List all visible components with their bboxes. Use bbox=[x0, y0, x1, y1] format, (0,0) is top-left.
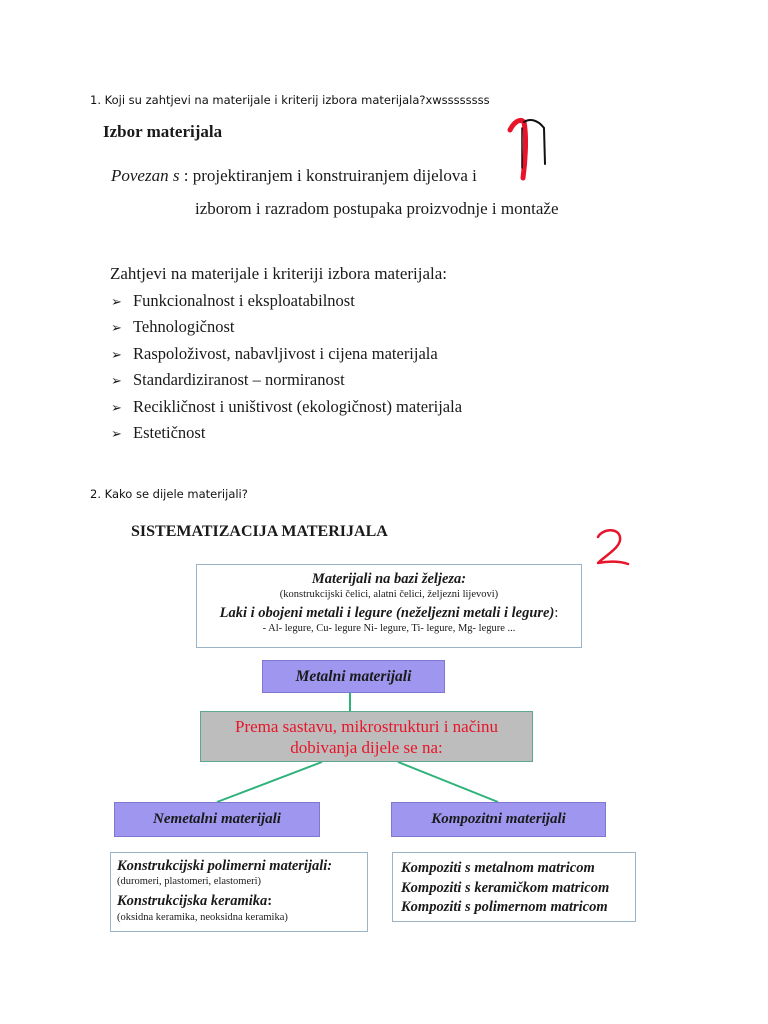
arrow-bullet-icon: ➢ bbox=[111, 400, 122, 416]
question-2: 2. Kako se dijele materijali? bbox=[90, 487, 248, 501]
section-title-sistematizacija: SISTEMATIZACIJA MATERIJALA bbox=[131, 523, 388, 540]
nonmetal-details-box bbox=[110, 852, 368, 932]
nonferrous-title-line bbox=[197, 604, 581, 623]
criteria-line-1: Prema sastavu, mikrostrukturi i načinu bbox=[235, 716, 498, 736]
nonferrous-title: Laki i obojeni metali i legure (neželjezni metali i legure) bbox=[219, 605, 555, 621]
connector-gray-to-kompozit bbox=[398, 762, 498, 802]
arrow-bullet-icon: ➢ bbox=[111, 295, 122, 310]
nonferrous-colon: : bbox=[554, 605, 559, 621]
arrow-bullet-icon: ➢ bbox=[111, 347, 122, 363]
list-item: ➢ Standardiziranost – normiranost bbox=[111, 367, 462, 393]
ceramic-title: Konstrukcijska keramika bbox=[117, 893, 268, 909]
ceramic-title-line bbox=[117, 891, 361, 912]
ferrous-title: Materijali na bazi željeza: bbox=[311, 571, 467, 587]
povezan-text-1: projektiranjem i konstruiranjem dijelova i bbox=[192, 166, 477, 185]
povezan-separator: : bbox=[179, 166, 193, 185]
metal-materials-box: Metalni materijali bbox=[262, 660, 445, 693]
composite-materials-box: Kompozitni materijali bbox=[391, 802, 606, 837]
arrow-bullet-icon: ➢ bbox=[111, 426, 122, 442]
requirements-title: Zahtjevi na materijale i kriteriji izbora materijala: bbox=[110, 264, 448, 283]
povezan-line-2: izborom i razradom postupaka proizvodnje i montaže bbox=[195, 199, 559, 218]
classification-criteria-box bbox=[200, 711, 533, 762]
ferrous-and-nonferrous-box bbox=[196, 564, 582, 648]
nonferrous-subtitle: - Al- legure, Cu- legure Ni- legure, Ti- legure, Mg- legure ... bbox=[262, 623, 516, 634]
list-item: ➢ Raspoloživost, nabavljivost i cijena materijala bbox=[111, 341, 462, 367]
composite-details-box bbox=[392, 852, 636, 922]
list-item: ➢ Tehnologičnost bbox=[111, 314, 462, 340]
povezan-label: Povezan s bbox=[111, 166, 180, 185]
ceramic-subtitle: (oksidna keramika, neoksidna keramika) bbox=[117, 912, 288, 923]
ceramic-colon: : bbox=[267, 893, 273, 909]
arrow-bullet-icon: ➢ bbox=[111, 321, 122, 337]
list-item: Kompoziti s metalnom matricom bbox=[401, 860, 595, 876]
arrow-bullet-icon: ➢ bbox=[111, 374, 122, 390]
list-item: ➢ Estetičnost bbox=[111, 420, 462, 446]
connector-gray-to-nemetal bbox=[217, 762, 322, 802]
question-1: 1. Koji su zahtjevi na materijale i kriterij izbora materijala?xwssssssss bbox=[90, 93, 490, 107]
section-title-izbor: Izbor materijala bbox=[103, 122, 223, 141]
nonmetal-materials-box: Nemetalni materijali bbox=[114, 802, 320, 837]
ferrous-subtitle: (konstrukcijski čelici, alatni čelici, željezni lijevovi) bbox=[279, 589, 499, 600]
list-item: ➢ Funkcionalnost i eksploatabilnost bbox=[111, 288, 462, 314]
list-item: ➢ Recikličnost i uništivost (ekologičnost) materijala bbox=[111, 394, 462, 420]
list-item: Kompoziti s polimernom matricom bbox=[401, 899, 608, 915]
polymer-subtitle: (duromeri, plastomeri, elastomeri) bbox=[117, 876, 262, 887]
criteria-line-2: dobivanja dijele se na: bbox=[290, 737, 443, 757]
list-item: Kompoziti s keramičkom matricom bbox=[401, 879, 610, 896]
polymer-title: Konstrukcijski polimerni materijali: bbox=[117, 858, 333, 874]
